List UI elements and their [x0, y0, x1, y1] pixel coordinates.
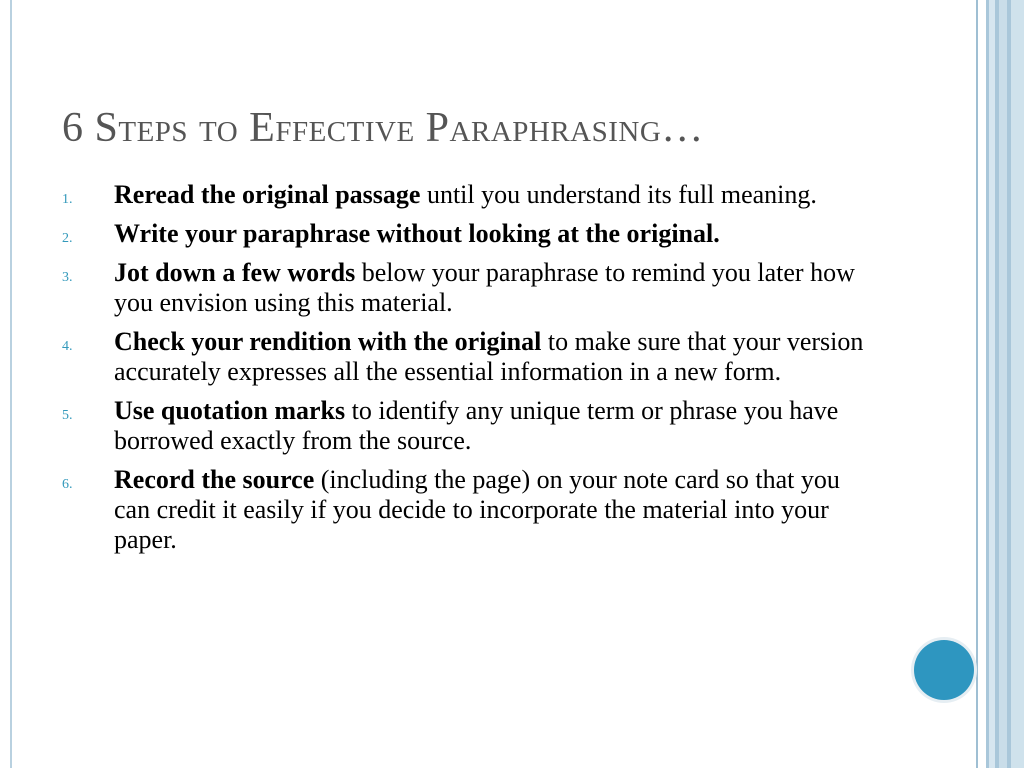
step-number: 2. [62, 231, 73, 246]
stripe [999, 0, 1007, 768]
step-number: 6. [62, 477, 73, 492]
step-bold-text: Record the source [114, 465, 315, 494]
step-number: 5. [62, 408, 73, 423]
slide-title: 6 Steps to Effective Paraphrasing… [62, 105, 704, 151]
step-text [114, 180, 817, 210]
step-number: 4. [62, 339, 73, 354]
step-text [114, 396, 882, 456]
step-rest-text: to identify any unique term or phrase you have borrowed exactly from the source. [114, 396, 839, 455]
step-text [114, 465, 882, 555]
step-item-6 [62, 465, 882, 555]
step-item-4 [62, 327, 882, 387]
step-item-3 [62, 258, 882, 318]
step-text [114, 258, 882, 318]
step-item-2 [62, 219, 882, 249]
step-rest-text: until you understand its full meaning. [420, 180, 817, 209]
step-bold-text: Check your rendition with the original [114, 327, 542, 356]
step-number: 3. [62, 270, 73, 285]
step-bold-text: Reread the original passage [114, 180, 421, 209]
step-rest-text: below your paraphrase to remind you later how you envision using this material. [114, 258, 855, 317]
step-rest-text: to make sure that your version accurately expresses all the essential information in a new form. [114, 327, 864, 386]
steps-list [62, 180, 882, 564]
step-number: 1. [62, 192, 73, 207]
step-bold-text: Jot down a few words [114, 258, 356, 287]
left-border-line [10, 0, 12, 768]
decorative-circle [914, 640, 974, 700]
step-item-5 [62, 396, 882, 456]
step-rest-text: (including the page) on your note card so that you can credit it easily if you decide to incorporate the material into your paper. [114, 465, 840, 554]
step-text [114, 219, 720, 249]
step-bold-text: Write your paraphrase without looking at the original. [114, 219, 720, 248]
step-bold-text: Use quotation marks [114, 396, 346, 425]
step-item-1 [62, 180, 882, 210]
right-decorative-stripes [976, 0, 1024, 768]
stripe [978, 0, 986, 768]
stripe [1011, 0, 1024, 768]
step-text [114, 327, 882, 387]
